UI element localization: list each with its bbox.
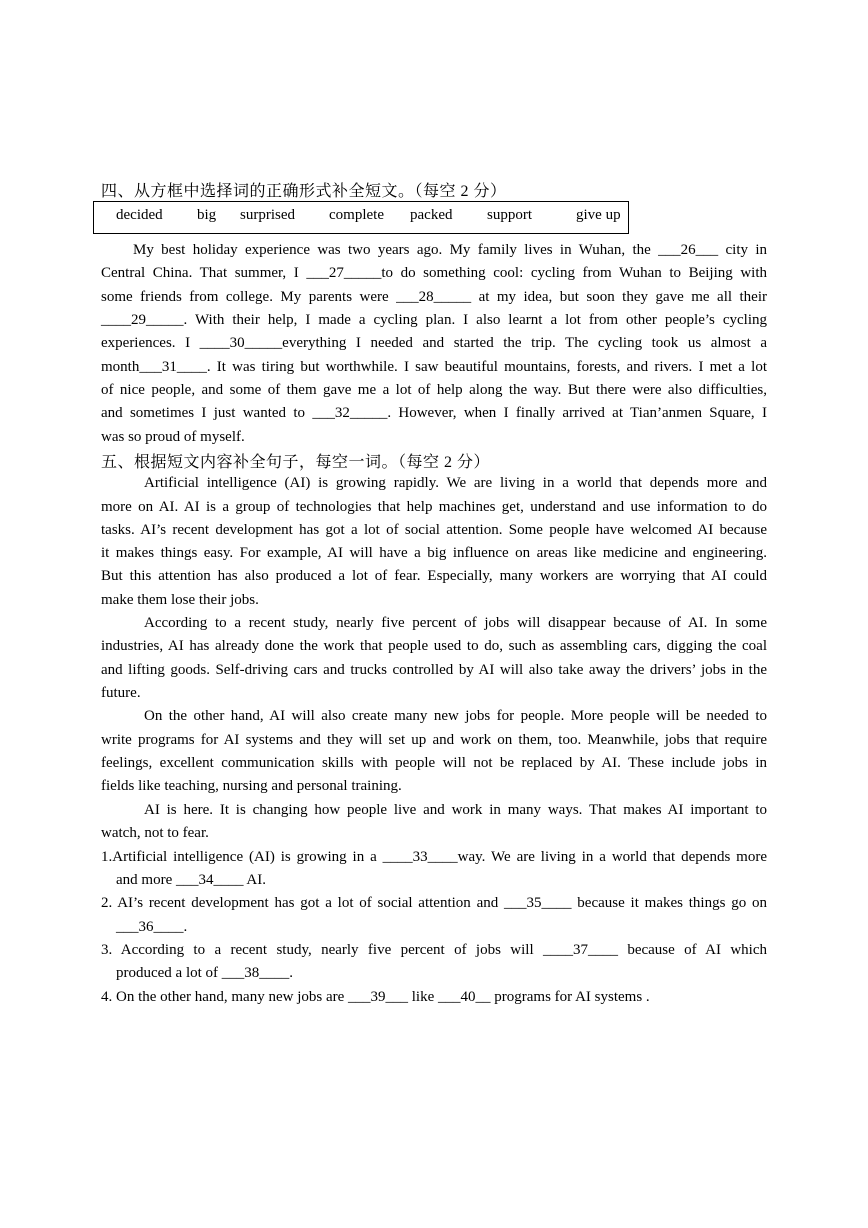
word-option: surprised (240, 207, 295, 223)
word-option: support (487, 207, 532, 223)
passage5-line: write programs for AI systems and they will set up and work on them, too. Meanwhile, jobs that require (101, 732, 767, 748)
passage4-line: ____29_____. With their help, I made a cycling plan. I also learnt a lot from other people’s cycling (101, 312, 767, 328)
passage4-line: and sometimes I just wanted to ___32_____. However, when I finally arrived at Tian’anmen Square, I (101, 405, 767, 421)
section4-title: 四、从方框中选择词的正确形式补全短文。（每空 2 分） (101, 183, 507, 200)
question-line: 4. On the other hand, many new jobs are ___39___ like ___40__ programs for AI systems . (101, 989, 650, 1005)
passage5-line: more on AI. AI is a group of technologies that help machines get, understand and use information to do (101, 499, 767, 515)
word-option: complete (329, 207, 384, 223)
passage5-line: and lifting goods. Self-driving cars and trucks controlled by AI will also take away the drivers’ jobs in the (101, 662, 767, 678)
question-line: 1.Artificial intelligence (AI) is growing in a ____33____way. We are living in a world that depends more (101, 849, 767, 865)
passage4-line: Central China. That summer, I ___27_____to do something cool: cycling from Wuhan to Beijing with (101, 265, 767, 281)
question-line: ___36____. (116, 919, 188, 935)
passage5-line: watch, not to fear. (101, 825, 209, 841)
word-option: decided (116, 207, 163, 223)
question-line: and more ___34____ AI. (116, 872, 266, 888)
word-option: big (197, 207, 217, 223)
word-option: give up (576, 207, 621, 223)
passage4-line: My best holiday experience was two years ago. My family lives in Wuhan, the ___26___ city in (133, 242, 767, 258)
section5-title: 五、根据短文内容补全句子，每空一词。（每空 2 分） (101, 454, 491, 471)
passage5-line: fields like teaching, nursing and personal training. (101, 778, 402, 794)
passage5-line: But this attention has also produced a lot of fear. Especially, many workers are worrying that AI could (101, 568, 767, 584)
passage5-line: industries, AI has already done the work that people used to do, such as assembling cars, digging the coal (101, 638, 767, 654)
word-option: packed (410, 207, 453, 223)
passage4-line: of nice people, and some of them gave me a lot of help along the way. But there were also difficulties, (101, 382, 767, 398)
passage5-line: tasks. AI’s recent development has got a lot of social attention. Some people have welcomed AI because (101, 522, 767, 538)
passage4-line: some friends from college. My parents were ___28_____ at my idea, but soon they gave me all their (101, 289, 767, 305)
passage4-line: experiences. I ____30_____everything I needed and started the trip. The cycling took us almost a (101, 335, 767, 351)
passage4-line: month___31____. It was tiring but worthwhile. I saw beautiful mountains, forests, and rivers. I met a lot (101, 359, 767, 375)
passage5-line: it makes things easy. For example, AI will have a big influence on areas like medicine and engineering. (101, 545, 767, 561)
passage5-line: make them lose their jobs. (101, 592, 259, 608)
passage5-line: feelings, excellent communication skills with people will not be replaced by AI. These include jobs in (101, 755, 767, 771)
word-box (93, 201, 629, 234)
question-line: 2. AI’s recent development has got a lot of social attention and ___35____ because it makes things go on (101, 895, 767, 911)
passage5-line: Artificial intelligence (AI) is growing rapidly. We are living in a world that depends more and (144, 475, 767, 491)
question-line: 3. According to a recent study, nearly five percent of jobs will ____37____ because of AI which (101, 942, 767, 958)
passage5-line: According to a recent study, nearly five percent of jobs will disappear because of AI. In some (144, 615, 767, 631)
passage5-line: On the other hand, AI will also create many new jobs for people. More people will be needed to (144, 708, 767, 724)
passage5-line: future. (101, 685, 141, 701)
passage4-line: was so proud of myself. (101, 429, 245, 445)
passage5-line: AI is here. It is changing how people live and work in many ways. That makes AI important to (144, 802, 767, 818)
question-line: produced a lot of ___38____. (116, 965, 294, 981)
